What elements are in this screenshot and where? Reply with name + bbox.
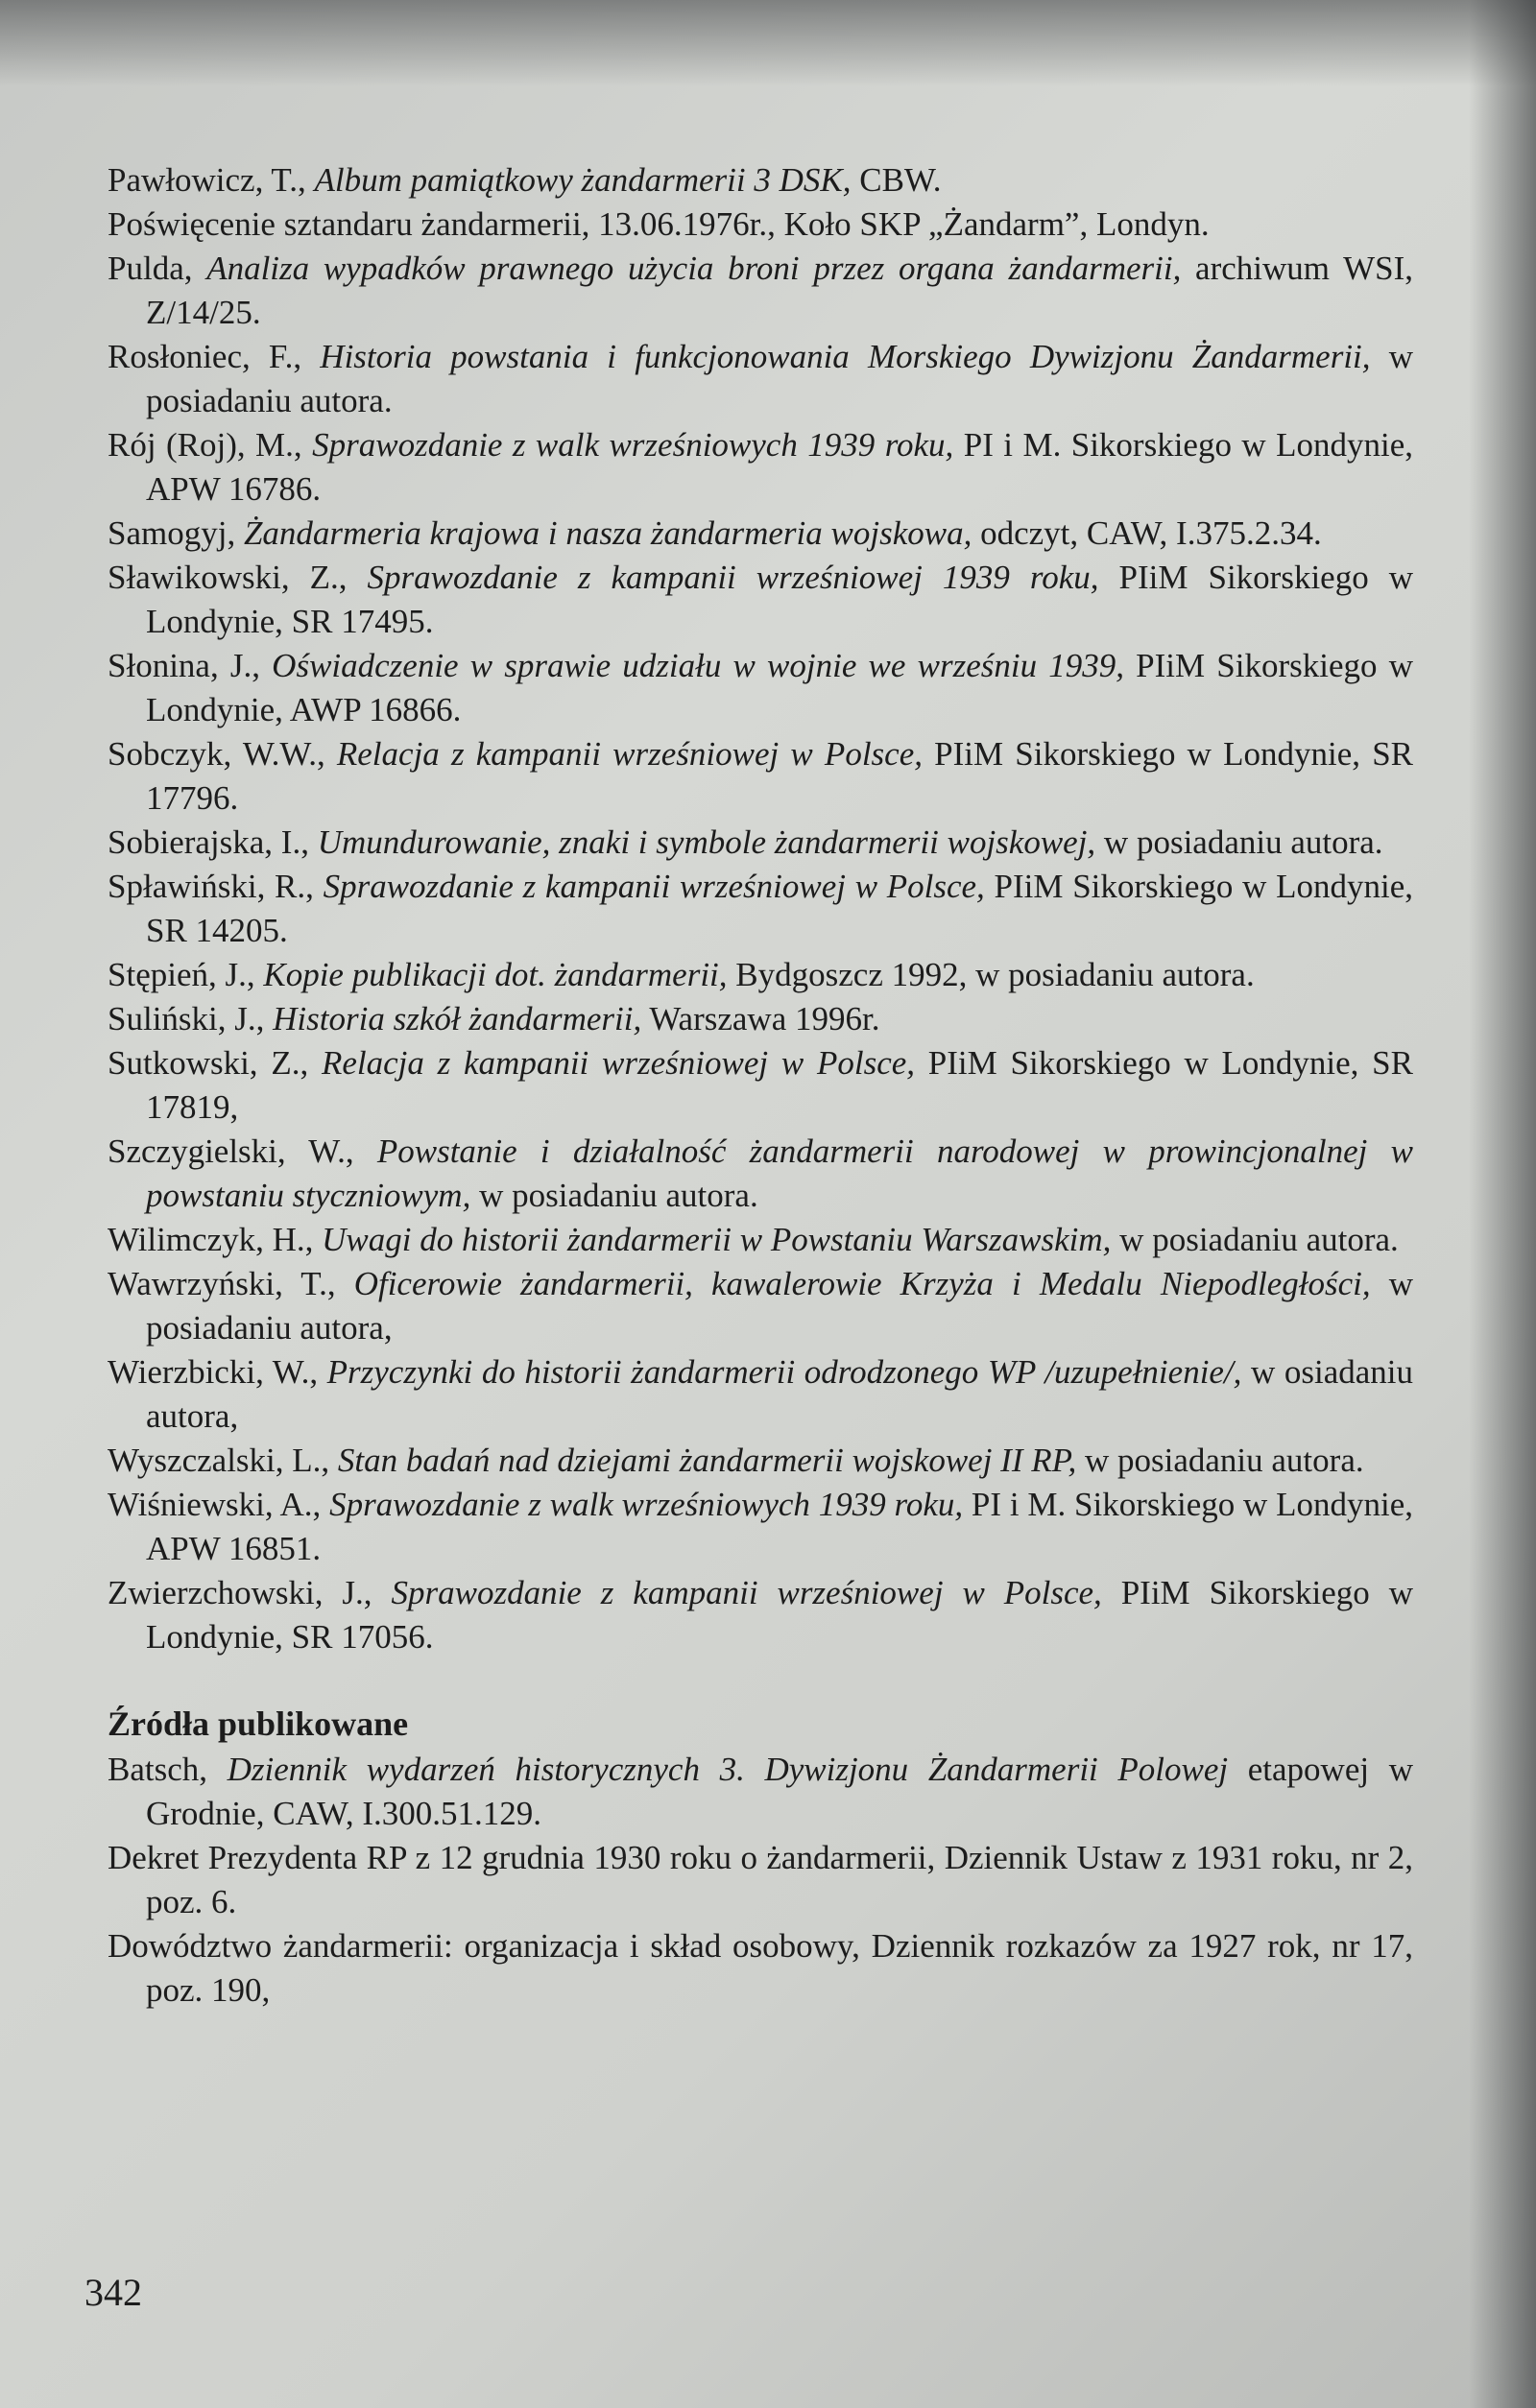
entry-author: Dowództwo żandarmerii: organizacja i skład osobowy, Dziennik rozkazów za 1927 rok, nr 17, poz. 190, xyxy=(108,1927,1413,2009)
entry-author: Rój (Roj), M., xyxy=(108,426,313,464)
entry-title: Historia powstania i funkcjonowania Morskiego Dywizjonu Żandarmerii, xyxy=(320,338,1371,375)
entry-author: Samogyj, xyxy=(108,514,244,552)
entry-details: PIiM Sikorskiego w Londynie, SR 17495. xyxy=(146,559,1414,640)
entry-author: Sutkowski, Z., xyxy=(108,1044,322,1082)
entry-details: w posiadaniu autora. xyxy=(1076,1442,1364,1479)
entry-details: w posiadaniu autora. xyxy=(470,1177,758,1214)
bibliography-entry xyxy=(108,423,1413,512)
entry-author: Sobierajska, I., xyxy=(108,823,318,861)
entry-details: PIiM Sikorskiego w Londynie, SR 17056. xyxy=(146,1574,1414,1656)
page-shadow-top xyxy=(0,0,1536,86)
entry-author: Sławikowski, Z., xyxy=(108,559,368,596)
entry-author: Sobczyk, W.W., xyxy=(108,735,337,773)
bibliography-entry xyxy=(108,997,1413,1041)
bibliography-entry xyxy=(108,1748,1413,1836)
bibliography-entry xyxy=(108,556,1413,644)
bibliography-entry xyxy=(108,1836,1413,1924)
bibliography-entry xyxy=(108,1483,1413,1571)
entry-details: Warszawa 1996r. xyxy=(641,1000,880,1037)
entry-title: Umundurowanie, znaki i symbole żandarmerii wojskowej, xyxy=(317,823,1096,861)
entry-title: Dziennik wydarzeń historycznych 3. Dywizjonu Żandarmerii Polowej xyxy=(227,1751,1229,1788)
entry-author: Zwierzchowski, J., xyxy=(108,1574,392,1611)
bibliography-entry xyxy=(108,335,1413,423)
bibliography-entry xyxy=(108,158,1413,203)
entry-details: w posiadaniu autora, xyxy=(146,1265,1413,1347)
entry-details: CBW. xyxy=(851,161,942,199)
entry-title: Przyczynki do historii żandarmerii odrodzonego WP /uzupełnienie/, xyxy=(326,1353,1242,1391)
entry-author: Stępień, J., xyxy=(108,956,264,993)
entry-details: w osiadaniu autora, xyxy=(146,1353,1413,1435)
entry-author: Pawłowicz, T., xyxy=(108,161,315,199)
entry-details: PIiM Sikorskiego w Londynie, SR 17819, xyxy=(146,1044,1413,1126)
entry-author: Spławiński, R., xyxy=(108,868,324,905)
entry-title: Stan badań nad dziejami żandarmerii wojskowej II RP, xyxy=(337,1442,1077,1479)
entry-details: odczyt, CAW, I.375.2.34. xyxy=(972,514,1322,552)
bibliography-entry xyxy=(108,1350,1413,1439)
entry-author: Wiśniewski, A., xyxy=(108,1486,330,1523)
entry-details: PIiM Sikorskiego w Londynie, SR 17796. xyxy=(146,735,1414,817)
entry-title: Historia szkół żandarmerii, xyxy=(273,1000,642,1037)
entry-details: w posiadaniu autora. xyxy=(146,338,1414,419)
entry-author: Pulda, xyxy=(108,250,207,287)
published-sources-list xyxy=(108,1748,1413,2013)
entry-title: Album pamiątkowy żandarmerii 3 DSK, xyxy=(314,161,852,199)
entry-author: Poświęcenie sztandaru żandarmerii, 13.06.1976r., Koło SKP „Żandarm”, Londyn. xyxy=(108,205,1210,243)
bibliography-entry xyxy=(108,1262,1413,1350)
entry-details: archiwum WSI, Z/14/25. xyxy=(146,250,1413,331)
entry-author: Batsch, xyxy=(108,1751,228,1788)
entry-title: Kopie publikacji dot. żandarmerii, xyxy=(263,956,728,993)
entry-title: Uwagi do historii żandarmerii w Powstaniu Warszawskim, xyxy=(322,1221,1112,1258)
bibliography-entry xyxy=(108,1571,1413,1659)
page-number: 342 xyxy=(84,2271,142,2314)
entry-title: Relacja z kampanii wrześniowej w Polsce, xyxy=(336,735,923,773)
bibliography-entry xyxy=(108,953,1413,997)
entry-title: Analiza wypadków prawnego użycia broni przez organa żandarmerii, xyxy=(206,250,1182,287)
entry-title: Powstanie i działalność żandarmerii narodowej w prowincjonalnej w powstaniu styczniowym, xyxy=(146,1132,1413,1214)
entry-details: etapowej w Grodnie, CAW, I.300.51.129. xyxy=(146,1751,1413,1832)
entry-details: PIiM Sikorskiego w Londynie, SR 14205. xyxy=(146,868,1413,949)
bibliography-entry xyxy=(108,644,1413,732)
published-sources-heading: Źródła publikowane xyxy=(108,1705,409,1743)
page-shadow-right xyxy=(1469,0,1536,2408)
unpublished-sources-list xyxy=(108,158,1413,1659)
entry-title: Sprawozdanie z kampanii wrześniowej w Polsce, xyxy=(323,868,985,905)
entry-author: Dekret Prezydenta RP z 12 grudnia 1930 roku o żandarmerii, Dziennik Ustaw z 1931 roku, nr 2, poz. 6. xyxy=(108,1839,1413,1920)
bibliography-entry xyxy=(108,1439,1413,1483)
entry-author: Szczygielski, W., xyxy=(108,1132,377,1170)
entry-title: Żandarmeria krajowa i nasza żandarmeria wojskowa, xyxy=(243,514,972,552)
bibliography-entry xyxy=(108,1130,1413,1218)
bibliography-entry xyxy=(108,1218,1413,1262)
entry-title: Sprawozdanie z walk wrześniowych 1939 roku, xyxy=(312,426,954,464)
entry-title: Relacja z kampanii wrześniowej w Polsce, xyxy=(321,1044,916,1082)
entry-author: Wawrzyński, T., xyxy=(108,1265,354,1302)
entry-author: Rosłoniec, F., xyxy=(108,338,321,375)
entry-author: Wyszczalski, L., xyxy=(108,1442,338,1479)
bibliography-entry xyxy=(108,1924,1413,2013)
entry-author: Słonina, J., xyxy=(108,647,273,684)
entry-author: Wierzbicki, W., xyxy=(108,1353,327,1391)
entry-details: PI i M. Sikorskiego w Londynie, APW 16786. xyxy=(146,426,1413,508)
entry-author: Suliński, J., xyxy=(108,1000,274,1037)
entry-details: PI i M. Sikorskiego w Londynie, APW 16851. xyxy=(146,1486,1414,1567)
bibliography xyxy=(108,158,1413,2013)
entry-details: w posiadaniu autora. xyxy=(1111,1221,1399,1258)
bibliography-entry xyxy=(108,821,1413,865)
entry-details: w posiadaniu autora. xyxy=(1095,823,1383,861)
entry-details: Bydgoszcz 1992, w posiadaniu autora. xyxy=(727,956,1255,993)
entry-author: Wilimczyk, H., xyxy=(108,1221,323,1258)
entry-title: Sprawozdanie z kampanii wrześniowej w Polsce, xyxy=(391,1574,1102,1611)
entry-title: Sprawozdanie z walk wrześniowych 1939 roku, xyxy=(329,1486,964,1523)
entry-title: Oświadczenie w sprawie udziału w wojnie we wrześniu 1939, xyxy=(272,647,1124,684)
entry-details: PIiM Sikorskiego w Londynie, AWP 16866. xyxy=(146,647,1413,728)
entry-title: Sprawozdanie z kampanii wrześniowej 1939 roku, xyxy=(367,559,1099,596)
bibliography-entry xyxy=(108,247,1413,335)
bibliography-entry xyxy=(108,203,1413,247)
bibliography-entry xyxy=(108,732,1413,821)
bibliography-entry xyxy=(108,1041,1413,1130)
bibliography-entry xyxy=(108,865,1413,953)
bibliography-entry xyxy=(108,512,1413,556)
entry-title: Oficerowie żandarmerii, kawalerowie Krzyża i Medalu Niepodległości, xyxy=(353,1265,1371,1302)
